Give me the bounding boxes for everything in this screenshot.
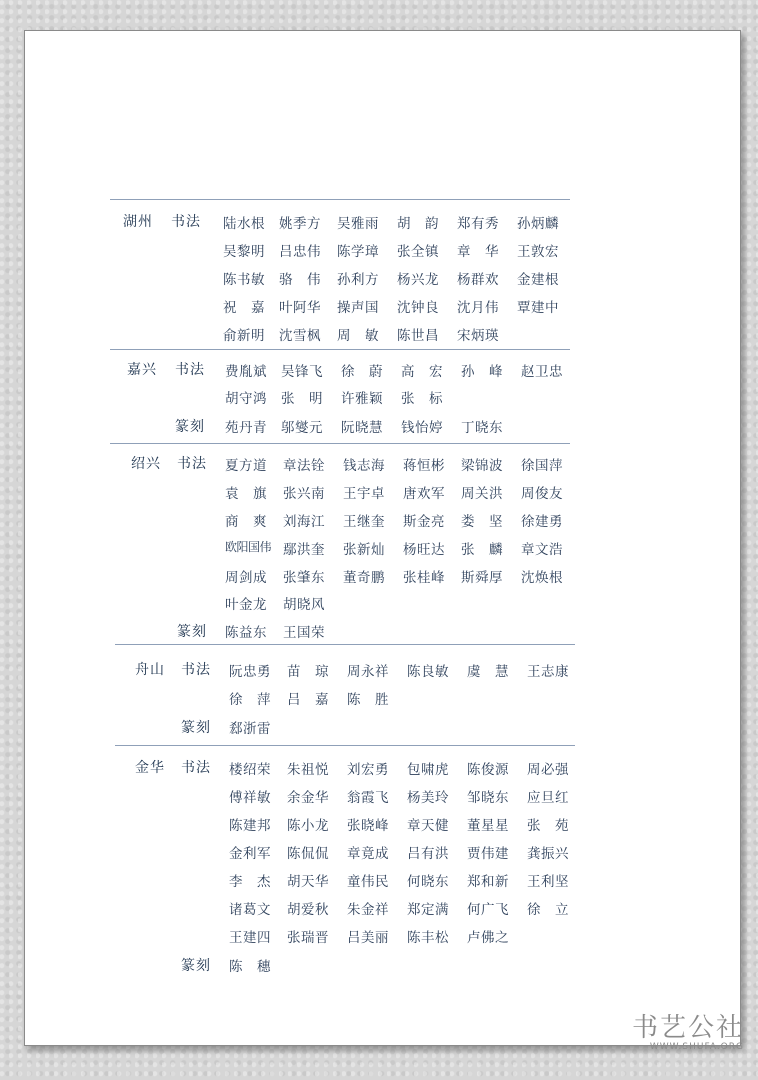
person-name: 陈书敏 bbox=[223, 272, 265, 288]
person-name: 朱祖悦 bbox=[287, 762, 329, 778]
person-name: 胡 韵 bbox=[397, 216, 439, 232]
person-name: 张桂峰 bbox=[403, 570, 445, 586]
region-label: 绍兴 bbox=[131, 456, 161, 472]
person-name: 徐 蔚 bbox=[341, 364, 383, 380]
person-name: 邹晓东 bbox=[467, 790, 509, 806]
person-name: 楼绍荣 bbox=[229, 762, 271, 778]
person-name: 张瑞晋 bbox=[287, 930, 329, 946]
person-name: 鄢洪奎 bbox=[283, 542, 325, 558]
person-name: 叶阿华 bbox=[279, 300, 321, 316]
person-name: 钱怡婷 bbox=[401, 420, 443, 436]
person-name: 应旦红 bbox=[527, 790, 569, 806]
person-name: 何广飞 bbox=[467, 902, 509, 918]
person-name: 唐欢军 bbox=[403, 486, 445, 502]
person-name: 孙炳麟 bbox=[517, 216, 559, 232]
person-name: 陈侃侃 bbox=[287, 846, 329, 862]
person-name: 周俊友 bbox=[521, 486, 563, 502]
person-name: 王建四 bbox=[229, 930, 271, 946]
person-name: 邬燮元 bbox=[281, 420, 323, 436]
person-name: 董星星 bbox=[467, 818, 509, 834]
person-name: 刘海江 bbox=[283, 514, 325, 530]
category-label: 书法 bbox=[175, 362, 205, 378]
person-name: 胡守鸿 bbox=[225, 391, 267, 407]
person-name: 沈钟良 bbox=[397, 300, 439, 316]
person-name: 张 标 bbox=[401, 391, 443, 407]
person-name: 沈雪枫 bbox=[279, 328, 321, 344]
person-name: 郑有秀 bbox=[457, 216, 499, 232]
person-name: 陈 穗 bbox=[229, 959, 271, 975]
person-name: 王国荣 bbox=[283, 625, 325, 641]
person-name: 翁霞飞 bbox=[347, 790, 389, 806]
section-divider bbox=[110, 349, 570, 350]
person-name: 陈益东 bbox=[225, 625, 267, 641]
person-name: 苗 琼 bbox=[287, 664, 329, 680]
person-name: 郄浙雷 bbox=[229, 721, 271, 737]
person-name: 张 苑 bbox=[527, 818, 569, 834]
person-name: 陈学璋 bbox=[337, 244, 379, 260]
person-name: 郑定满 bbox=[407, 902, 449, 918]
person-name: 吕 嘉 bbox=[287, 692, 329, 708]
person-name: 覃建中 bbox=[517, 300, 559, 316]
person-name: 吕有洪 bbox=[407, 846, 449, 862]
person-name: 董奇鹏 bbox=[343, 570, 385, 586]
document-page bbox=[24, 30, 741, 1046]
person-name: 童伟民 bbox=[347, 874, 389, 890]
person-name: 周关洪 bbox=[461, 486, 503, 502]
person-name: 张兴南 bbox=[283, 486, 325, 502]
person-name: 陈小龙 bbox=[287, 818, 329, 834]
person-name: 陈丰松 bbox=[407, 930, 449, 946]
region-label: 湖州 bbox=[123, 214, 153, 230]
person-name: 商 爽 bbox=[225, 514, 267, 530]
person-name: 龚振兴 bbox=[527, 846, 569, 862]
person-name: 吴黎明 bbox=[223, 244, 265, 260]
person-name: 吴锋飞 bbox=[281, 364, 323, 380]
person-name: 卢佛之 bbox=[467, 930, 509, 946]
person-name: 祝 嘉 bbox=[223, 300, 265, 316]
person-name: 陆水根 bbox=[223, 216, 265, 232]
person-name: 金利军 bbox=[229, 846, 271, 862]
section-divider bbox=[115, 745, 575, 746]
category-label: 篆刻 bbox=[181, 720, 211, 736]
person-name: 陈建邦 bbox=[229, 818, 271, 834]
person-name: 徐 立 bbox=[527, 902, 569, 918]
person-name: 赵卫忠 bbox=[521, 364, 563, 380]
person-name: 沈焕根 bbox=[521, 570, 563, 586]
watermark-logo: 书艺公社 bbox=[631, 1013, 744, 1043]
person-name: 夏方道 bbox=[225, 458, 267, 474]
category-label: 书法 bbox=[177, 456, 207, 472]
person-name: 钱志海 bbox=[343, 458, 385, 474]
person-name: 杨美玲 bbox=[407, 790, 449, 806]
person-name: 叶金龙 bbox=[225, 597, 267, 613]
person-name: 张新灿 bbox=[343, 542, 385, 558]
person-name: 胡天华 bbox=[287, 874, 329, 890]
person-name: 胡晓风 bbox=[283, 597, 325, 613]
person-name: 陈俊源 bbox=[467, 762, 509, 778]
person-name: 吕忠伟 bbox=[279, 244, 321, 260]
person-name: 周必强 bbox=[527, 762, 569, 778]
person-name: 王志康 bbox=[527, 664, 569, 680]
person-name: 王利坚 bbox=[527, 874, 569, 890]
person-name: 金建根 bbox=[517, 272, 559, 288]
section-divider bbox=[115, 644, 575, 645]
person-name: 阮忠勇 bbox=[229, 664, 271, 680]
person-name: 骆 伟 bbox=[279, 272, 321, 288]
section-divider bbox=[110, 199, 570, 200]
watermark-url: WWW.SHUFA.ORG bbox=[649, 1042, 744, 1052]
region-label: 舟山 bbox=[135, 662, 165, 678]
site-watermark bbox=[632, 1007, 744, 1052]
person-name: 刘宏勇 bbox=[347, 762, 389, 778]
person-name: 孙利方 bbox=[337, 272, 379, 288]
person-name: 胡爱秋 bbox=[287, 902, 329, 918]
person-name: 杨旺达 bbox=[403, 542, 445, 558]
person-name: 章文浩 bbox=[521, 542, 563, 558]
person-name: 斯舜厚 bbox=[461, 570, 503, 586]
person-name: 虞 慧 bbox=[467, 664, 509, 680]
region-label: 金华 bbox=[135, 760, 165, 776]
person-name: 孙 峰 bbox=[461, 364, 503, 380]
category-label: 篆刻 bbox=[175, 419, 205, 435]
person-name: 杨群欢 bbox=[457, 272, 499, 288]
person-name: 徐建勇 bbox=[521, 514, 563, 530]
person-name: 斯金亮 bbox=[403, 514, 445, 530]
person-name: 王宇卓 bbox=[343, 486, 385, 502]
person-name: 何晓东 bbox=[407, 874, 449, 890]
person-name: 周 敏 bbox=[337, 328, 379, 344]
person-name: 阮晓慧 bbox=[341, 420, 383, 436]
person-name: 张全镇 bbox=[397, 244, 439, 260]
person-name: 包啸虎 bbox=[407, 762, 449, 778]
person-name: 宋炳瑛 bbox=[457, 328, 499, 344]
person-name: 王敦宏 bbox=[517, 244, 559, 260]
person-name: 徐国萍 bbox=[521, 458, 563, 474]
person-name: 陈良敏 bbox=[407, 664, 449, 680]
person-name: 张肇东 bbox=[283, 570, 325, 586]
person-name: 梁锦波 bbox=[461, 458, 503, 474]
person-name: 许雅颖 bbox=[341, 391, 383, 407]
person-name: 姚季方 bbox=[279, 216, 321, 232]
person-name: 贾伟建 bbox=[467, 846, 509, 862]
section-divider bbox=[110, 443, 570, 444]
person-name: 章法铨 bbox=[283, 458, 325, 474]
person-name: 傅祥敏 bbox=[229, 790, 271, 806]
person-name: 娄 坚 bbox=[461, 514, 503, 530]
person-name: 吕美丽 bbox=[347, 930, 389, 946]
person-name: 朱金祥 bbox=[347, 902, 389, 918]
category-label: 书法 bbox=[171, 214, 201, 230]
person-name: 诸葛文 bbox=[229, 902, 271, 918]
person-name: 章天健 bbox=[407, 818, 449, 834]
person-name: 陈世昌 bbox=[397, 328, 439, 344]
person-name: 徐 萍 bbox=[229, 692, 271, 708]
person-name: 郑和新 bbox=[467, 874, 509, 890]
person-name: 张 明 bbox=[281, 391, 323, 407]
person-name: 陈 胜 bbox=[347, 692, 389, 708]
person-name: 欧阳国伟 bbox=[225, 540, 272, 554]
person-name: 费胤斌 bbox=[225, 364, 267, 380]
person-name: 袁 旗 bbox=[225, 486, 267, 502]
person-name: 杨兴龙 bbox=[397, 272, 439, 288]
person-name: 丁晓东 bbox=[461, 420, 503, 436]
person-name: 章 华 bbox=[457, 244, 499, 260]
category-label: 书法 bbox=[181, 760, 211, 776]
person-name: 张 麟 bbox=[461, 542, 503, 558]
person-name: 张晓峰 bbox=[347, 818, 389, 834]
person-name: 余金华 bbox=[287, 790, 329, 806]
region-label: 嘉兴 bbox=[127, 362, 157, 378]
person-name: 周永祥 bbox=[347, 664, 389, 680]
person-name: 苑丹青 bbox=[225, 420, 267, 436]
person-name: 吴雅雨 bbox=[337, 216, 379, 232]
person-name: 沈月伟 bbox=[457, 300, 499, 316]
person-name: 操声国 bbox=[337, 300, 379, 316]
category-label: 篆刻 bbox=[181, 958, 211, 974]
person-name: 章竟成 bbox=[347, 846, 389, 862]
person-name: 王继奎 bbox=[343, 514, 385, 530]
person-name: 周剑成 bbox=[225, 570, 267, 586]
person-name: 蒋恒彬 bbox=[403, 458, 445, 474]
person-name: 高 宏 bbox=[401, 364, 443, 380]
person-name: 俞新明 bbox=[223, 328, 265, 344]
category-label: 篆刻 bbox=[177, 624, 207, 640]
category-label: 书法 bbox=[181, 662, 211, 678]
person-name: 李 杰 bbox=[229, 874, 271, 890]
